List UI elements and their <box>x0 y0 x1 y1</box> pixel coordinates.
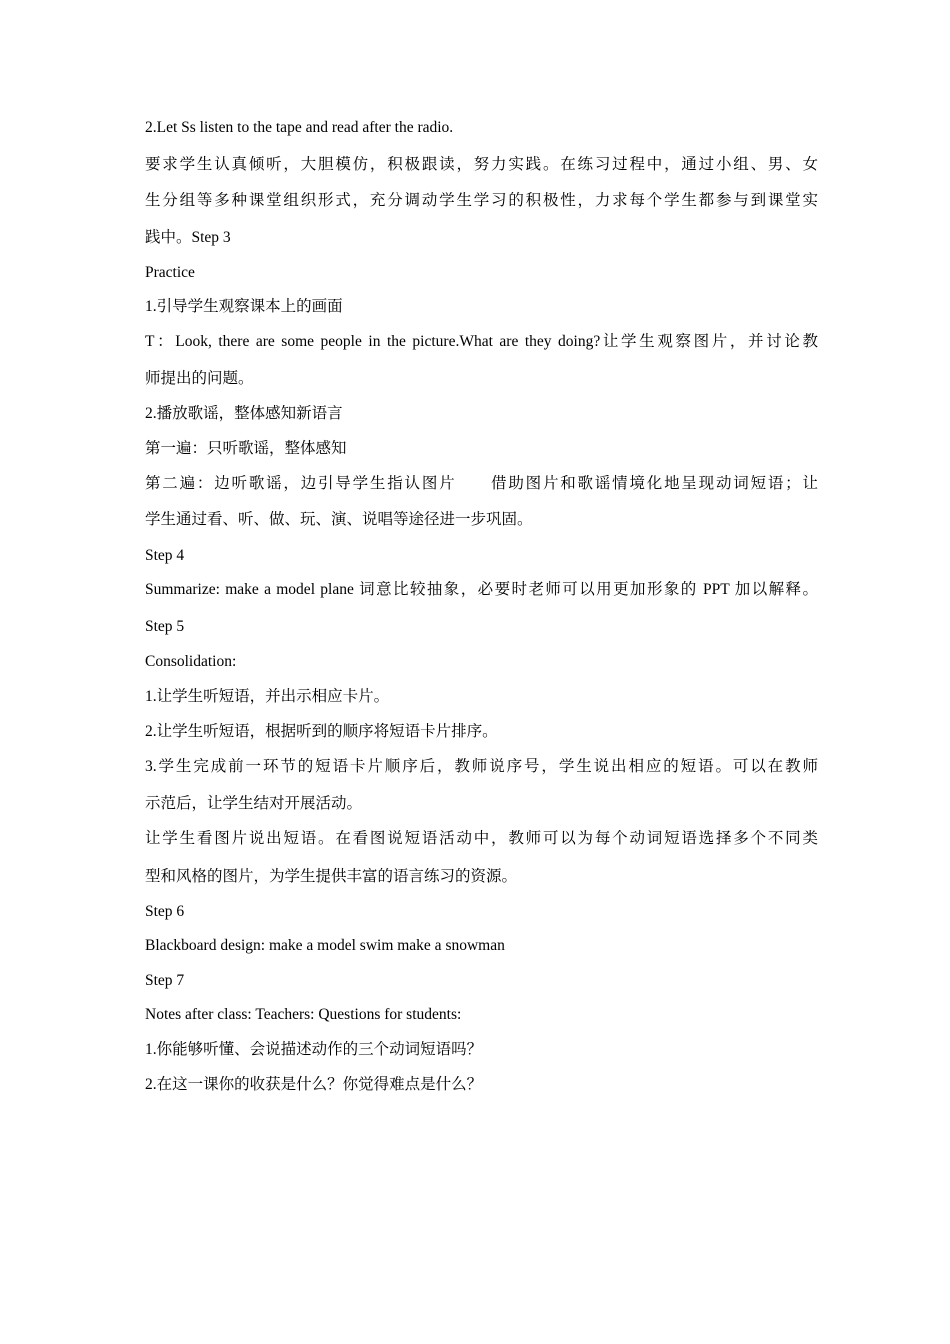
text-line: T：Look, there are some people in the picture.What are they doing?让学生观察图片，并讨论教 <box>145 333 818 350</box>
text-line: Consolidation: <box>145 653 237 670</box>
text-line: Step 4 <box>145 547 185 564</box>
text-line: Step 5 <box>145 618 185 635</box>
text-line: 生分组等多种课堂组织形式，充分调动学生学习的积极性，力求每个学生都参与到课堂实 <box>145 192 818 209</box>
text-line: 2.让学生听短语，根据听到的顺序将短语卡片排序。 <box>145 723 498 740</box>
text-line: 1.让学生听短语，并出示相应卡片。 <box>145 688 390 705</box>
text-line: 1.你能够听懂、会说描述动作的三个动词短语吗？ <box>145 1041 483 1058</box>
text-line: 学生通过看、听、做、玩、演、说唱等途径进一步巩固。 <box>145 511 533 528</box>
text-line: Step 6 <box>145 903 185 920</box>
text-line: 让学生看图片说出短语。在看图说短语活动中，教师可以为每个动词短语选择多个不同类 <box>145 830 818 847</box>
text-line: Step 7 <box>145 972 185 989</box>
text-line: 2.在这一课你的收获是什么？你觉得难点是什么？ <box>145 1076 483 1093</box>
text-line: 第二遍：边听歌谣，边引导学生指认图片 借助图片和歌谣情境化地呈现动词短语；让 <box>145 475 818 492</box>
text-line: 践中。Step 3 <box>145 229 231 246</box>
text-line: 3.学生完成前一环节的短语卡片顺序后，教师说序号，学生说出相应的短语。可以在教师 <box>145 758 818 775</box>
text-line: Summarize: make a model plane 词意比较抽象，必要时老师可以用更加形象的 PPT 加以解释。 <box>145 581 818 598</box>
text-line: 第一遍：只听歌谣，整体感知 <box>145 440 347 457</box>
text-line: 1.引导学生观察课本上的画面 <box>145 298 343 315</box>
text-line: 师提出的问题。 <box>145 370 254 387</box>
text-line: 型和风格的图片，为学生提供丰富的语言练习的资源。 <box>145 868 518 885</box>
text-line: Blackboard design: make a model swim make a snowman <box>145 937 505 954</box>
text-line: 要求学生认真倾听，大胆模仿，积极跟读，努力实践。在练习过程中，通过小组、男、女 <box>145 156 818 173</box>
text-line: 2.Let Ss listen to the tape and read after the radio. <box>145 119 454 136</box>
text-line: 示范后，让学生结对开展活动。 <box>145 795 363 812</box>
text-line: Practice <box>145 264 195 281</box>
text-line: 2.播放歌谣，整体感知新语言 <box>145 405 343 422</box>
text-line: Notes after class: Teachers: Questions for students: <box>145 1006 462 1023</box>
